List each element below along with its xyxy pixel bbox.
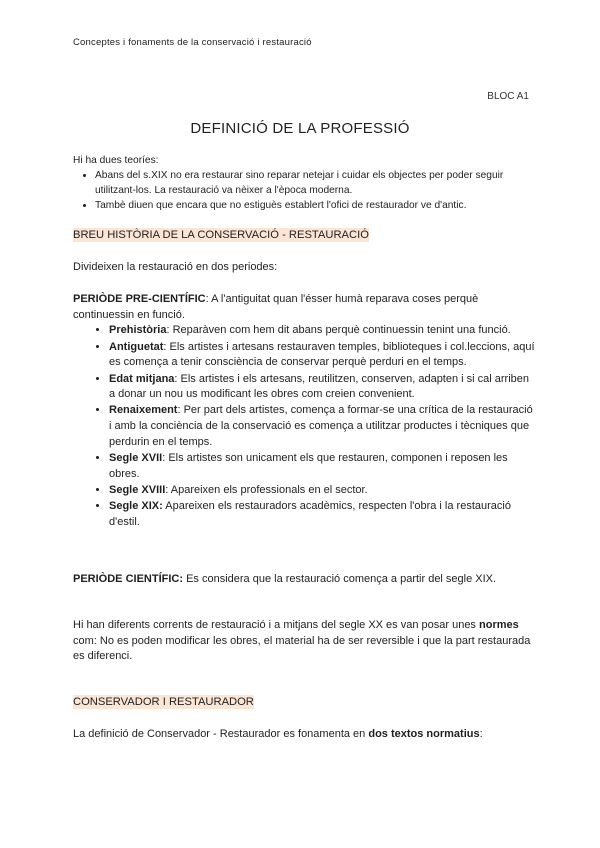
scientific-paragraph: PERIÒDE CIENTÍFIC: Es considera que la restauració comença a partir del segle XIX. (73, 573, 497, 585)
scientific-label: PERIÒDE CIENTÍFIC: (73, 573, 184, 585)
theories-block (73, 153, 535, 213)
list-item: • Abans del s.XIX no era restaurar sino reparar netejar i cuidar els objectes per poder seguir utilitzant-los. La restauració va nèixer a l'època moderna. (95, 168, 535, 198)
list-item: • Tambè diuen que encara que no estiguès establert l'ofici de restaurador ve d'antic. (95, 198, 535, 213)
history-intro: Divideixen la restauració en dos periodes: (73, 261, 278, 273)
section-title-history: BREU HISTÒRIA DE LA CONSERVACIÓ - RESTAURACIÓ (73, 229, 369, 241)
list-item: • Prehistòria: Reparàven com hem dit abans perquè continuessin tenint una funció. (109, 323, 535, 339)
history-body (73, 292, 535, 531)
list-item: • Segle XIX: Apareixen els restauradors acadèmics, respecten l'obra i la restauració d'estil. (109, 499, 535, 530)
list-item: • Segle XVII: Els artistes son unicament els que restauren, componen i reposen les obres. (109, 451, 535, 482)
conservator-paragraph: La definició de Conservador - Restaurador es fonamenta en dos textos normatius: (73, 728, 483, 740)
list-item: • Segle XVIII: Apareixen els professionals en el sector. (109, 483, 535, 499)
list-item: • Renaixement: Per part dels artistes, comença a formar-se una crítica de la restauració i amb la conciència de la conservació es comença a utilitzar productes i tècniques que perdurin en el temps. (109, 403, 535, 450)
theories-intro: Hi ha dues teoríes: (73, 155, 159, 166)
pre-scientific-label: PERIÒDE PRE-CIENTÍFIC (73, 293, 206, 305)
theories-list (73, 168, 535, 213)
running-header: Conceptes i fonaments de la conservació i restauració (73, 37, 312, 48)
section-title-conservator: CONSERVADOR I RESTAURADOR (73, 696, 254, 708)
page-title: DEFINICIÓ DE LA PROFESSIÓ (190, 120, 410, 137)
bloc-label: BLOC A1 (487, 91, 529, 102)
list-item: • Edat mitjana: Els artistes i els artesans, reutilitzen, conserven, adapten i si cal arriben a donar un nou us modificant les obres com creien convenient. (109, 372, 535, 403)
list-item: • Antiguetat: Els artistes i artesans restauraven temples, biblioteques i col.leccions, aquí es comença a tenir consciència de conservar perquè perduri en el temps. (109, 340, 535, 371)
norms-paragraph: Hi han diferents corrents de restauració i a mitjans del segle XX es van posar unes normes com: No es poden modificar les obres, el material ha de ser reversible i que la part restaurada es diferenci. (73, 619, 531, 663)
periods-list (73, 323, 535, 530)
pre-scientific-paragraph: PERIÒDE PRE-CIENTÍFIC: A l'antiguitat quan l'ésser humà reparava coses perquè continuessin en funció. (73, 293, 479, 321)
